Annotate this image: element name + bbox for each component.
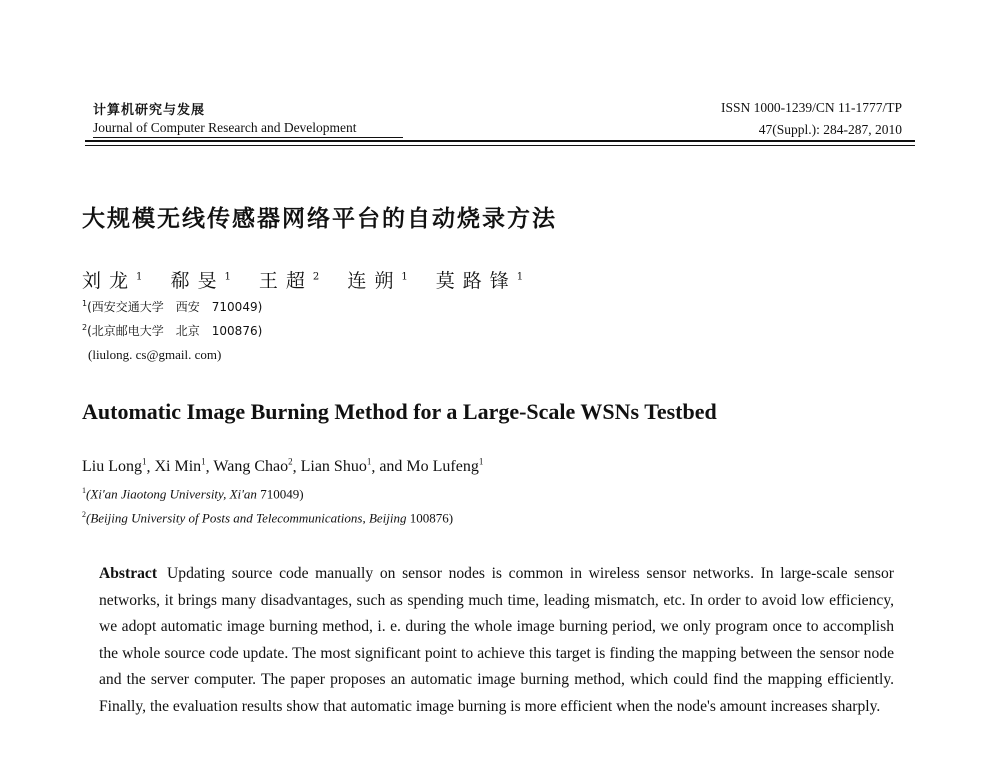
english-affiliation-1: $^1$(Xi'an Jiaotong University, Xi'an 710049): [82, 486, 304, 502]
author-email: (liulong. cs@gmail. com): [88, 347, 222, 362]
chinese-author: 连朔$^1$: [347, 270, 408, 292]
header-rule-thick: [85, 140, 915, 142]
chinese-title: 大规模无线传感器网络平台的自动烧录方法: [82, 206, 557, 232]
abstract: [99, 561, 894, 720]
english-author: and Mo Lufeng$^1$: [379, 457, 484, 476]
english-title: Automatic Image Burning Method for a Large-Scale WSNs Testbed: [82, 399, 717, 424]
english-affiliation-2: $^2$(Beijing University of Posts and Telecommunications, Beijing 100876): [82, 510, 454, 526]
chinese-author: 郗旻$^1$: [170, 270, 231, 292]
chinese-affiliation-2: $^2$(北京邮电大学 北京 100876): [82, 323, 263, 338]
chinese-authors: [82, 266, 545, 293]
header-rule-thin: [85, 145, 915, 146]
english-author: Lian Shuo$^1$: [300, 457, 372, 476]
abstract-text: Updating source code manually on sensor nodes is common in wireless sensor networks. In large-scale sensor networks, it brings many disadvantages, such as spending much time, leading mismatch, etc. In order to avoid low efficiency, we adopt automatic image burning method, i. e. during the whole image burning period, we only program once to accomplish the whole source code update. The most significant point to achieve this target is finding the mapping between the sensor node and the server computer. The paper proposes an automatic image burning method, which could find the mapping efficiently. Finally, the evaluation results show that automatic image burning is more efficient when the node's amount increases sharply.: [99, 565, 894, 715]
journal-name-chinese: 计算机研究与发展: [93, 103, 206, 118]
chinese-author: 刘龙$^1$: [82, 270, 143, 292]
chinese-author: 王超$^2$: [258, 270, 320, 292]
english-author: Wang Chao$^2$: [213, 457, 293, 476]
volume-pages-line: 47(Suppl.): 284-287, 2010: [758, 122, 902, 137]
chinese-affiliation-1: $^1$(西安交通大学 西安 710049): [82, 299, 263, 314]
english-author: Liu Long$^1$: [82, 457, 147, 476]
journal-underline: [93, 137, 403, 138]
english-author: Xi Min$^1$: [154, 457, 206, 476]
abstract-label: Abstract: [99, 565, 158, 582]
issn-line: ISSN 1000-1239/CN 11-1777/TP: [720, 100, 902, 115]
english-authors: Liu Long$^1$, Xi Min$^1$, Wang Chao$^2$, Lian Shuo$^1$, and Mo Lufeng$^1$: [82, 457, 484, 476]
journal-name-english: Journal of Computer Research and Development: [93, 120, 357, 135]
chinese-author: 莫路锋$^1$: [435, 270, 524, 292]
